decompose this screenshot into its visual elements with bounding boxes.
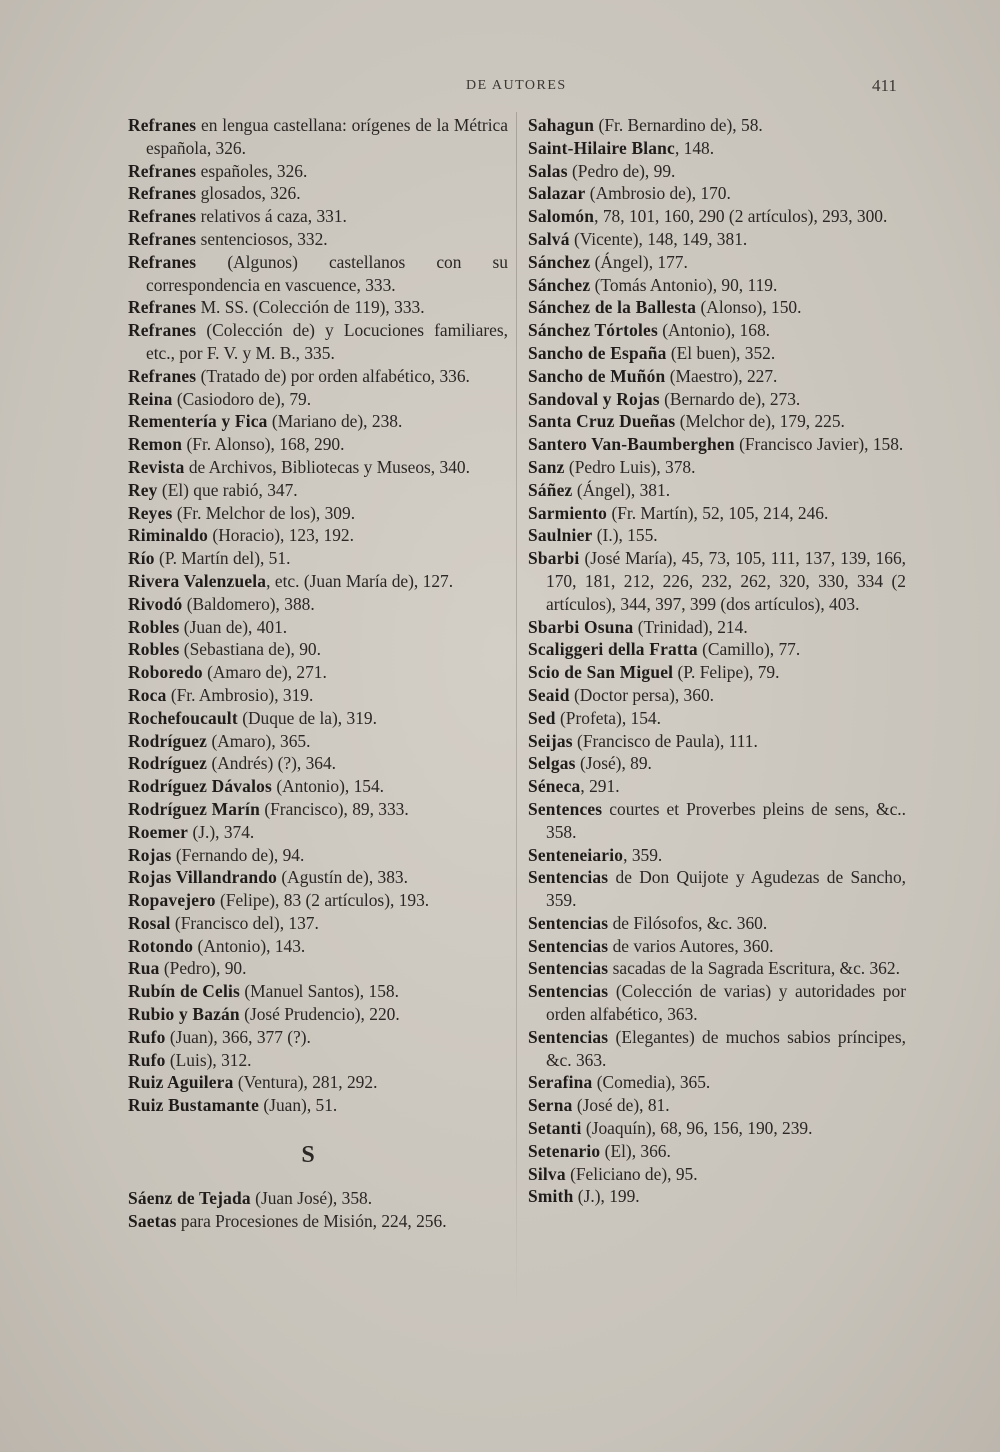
entry-text: españoles, 326. [196, 160, 308, 181]
entry-text: (Francisco del), 137. [170, 912, 319, 933]
entry-text: (J.), 199. [573, 1186, 640, 1207]
entry-text: (José de), 81. [572, 1095, 670, 1116]
entry-heading: Refranes [128, 160, 197, 181]
entry-heading: Sahagun [528, 115, 595, 135]
entry-heading: Refranes [128, 251, 197, 272]
entry-text: sentenciosos, 332. [196, 228, 328, 249]
entry-heading: Sentencias [528, 867, 609, 888]
entry-heading: Sbarbi Osuna [528, 616, 634, 637]
index-entry [528, 707, 906, 730]
entry-heading: Sanz [528, 456, 565, 477]
index-entry [128, 570, 508, 593]
entry-text: (Francisco de Paula), 111. [572, 730, 758, 751]
index-entry [528, 1163, 906, 1186]
entry-text: (Juan), 366, 377 (?). [165, 1026, 311, 1047]
entry-heading: Ropavejero [128, 890, 216, 911]
index-entry [128, 319, 508, 365]
entry-text: (Fr. Ambrosio), 319. [166, 684, 314, 705]
index-entry [128, 707, 508, 730]
entry-text: (José), 89. [575, 753, 652, 774]
entry-heading: Remon [128, 434, 183, 455]
entry-text: (Feliciano de), 95. [565, 1163, 698, 1184]
entry-text: (Tomás Antonio), 90, 119. [590, 274, 778, 295]
entry-heading: Roca [128, 684, 167, 705]
entry-text: (Bernardo de), 273. [659, 388, 801, 409]
entry-heading: Ruiz Bustamante [128, 1095, 260, 1116]
entry-text: relativos á caza, 331. [196, 206, 347, 227]
entry-text: (Colección de) y Locuciones familiares, etc., por F. V. y M. B., 335. [146, 320, 508, 363]
entry-text: M. SS. (Colección de 119), 333. [196, 297, 425, 318]
index-entry [128, 114, 508, 160]
left-entries [128, 114, 508, 1117]
index-entry [128, 1026, 508, 1049]
index-entry [128, 547, 508, 570]
index-entry [128, 980, 508, 1003]
entry-text: (Maestro), 227. [665, 365, 778, 386]
entry-heading: Sentencias [528, 958, 609, 979]
index-entry [528, 1140, 906, 1163]
entry-text: (Algunos) castellanos con su correspondencia en vascuence, 333. [146, 251, 508, 295]
index-entry [528, 547, 906, 615]
entry-text: (J.), 374. [188, 821, 255, 842]
entry-heading: Sancho de Muñón [528, 365, 666, 386]
index-entry [128, 957, 508, 980]
entry-text: en lengua castellana: orígenes de la Métrica española, 326. [146, 115, 508, 158]
index-entry [528, 502, 906, 525]
entry-heading: Sed [528, 707, 556, 728]
entry-text: (Mariano de), 238. [267, 411, 403, 432]
index-entry [528, 866, 906, 912]
index-entry [128, 296, 508, 319]
entry-text: (José Prudencio), 220. [239, 1004, 400, 1025]
entry-text: , etc. (Juan María de), 127. [266, 570, 454, 591]
entry-heading: Rementería y Fica [128, 411, 268, 432]
section-letter: S [301, 1142, 315, 1169]
entry-heading: Refranes [128, 320, 197, 341]
index-entry [528, 957, 906, 980]
entry-text: (Camillo), 77. [697, 639, 801, 660]
entry-heading: Rey [128, 479, 158, 500]
index-entry [128, 205, 508, 228]
index-entry [128, 433, 508, 456]
entry-heading: Refranes [128, 365, 197, 386]
right-entries [528, 114, 906, 1208]
entry-text: (Antonio), 143. [193, 935, 306, 956]
entry-heading: Reina [128, 388, 173, 409]
entry-text: (Manuel Santos), 158. [240, 981, 399, 1002]
entry-heading: Saint-Hilaire Blanc [528, 137, 675, 158]
index-entry [528, 844, 906, 867]
entry-heading: Santero Van-Baumberghen [528, 434, 735, 455]
entry-text: (Colección de varias) y autoridades por orden alfabético, 363. [546, 981, 906, 1025]
entry-heading: Roboredo [128, 662, 203, 683]
entry-text: (El buen), 352. [666, 342, 776, 363]
entry-heading: Rodríguez [128, 730, 208, 751]
entry-heading: Refranes [128, 228, 197, 249]
entry-text: , 148. [674, 137, 715, 158]
index-entry [528, 274, 906, 297]
index-entry [528, 365, 906, 388]
entry-heading: Salvá [528, 228, 570, 249]
index-entry [528, 661, 906, 684]
entry-heading: Sarmiento [528, 502, 608, 523]
index-entry [128, 684, 508, 707]
index-entry [528, 1117, 906, 1140]
index-entry [528, 114, 906, 137]
right-column [528, 114, 906, 1208]
index-entry [128, 251, 508, 297]
index-entry [128, 866, 508, 889]
index-entry [128, 661, 508, 684]
entry-heading: Sánchez [528, 251, 591, 272]
entry-heading: Setanti [528, 1118, 582, 1139]
index-entry [128, 889, 508, 912]
index-entry [128, 410, 508, 433]
entry-heading: Silva [528, 1163, 566, 1184]
entry-heading: Sentencias [528, 1026, 609, 1047]
index-entry [128, 1187, 508, 1210]
entry-heading: Rochefoucault [128, 707, 238, 728]
entry-heading: Rodríguez Marín [128, 798, 260, 819]
entry-heading: Riminaldo [128, 525, 209, 546]
entry-text: (Francisco Javier), 158. [734, 434, 904, 455]
entry-text: , 78, 101, 160, 290 (2 artículos), 293, 300. [594, 206, 888, 227]
entry-text: (Joaquín), 68, 96, 156, 190, 239. [581, 1118, 813, 1139]
entry-text: de Archivos, Bibliotecas y Museos, 340. [184, 456, 470, 477]
entry-heading: Serafina [528, 1072, 593, 1093]
entry-text: (Fr. Alonso), 168, 290. [182, 434, 345, 455]
entry-heading: Ruiz Aguilera [128, 1072, 234, 1093]
entry-heading: Sentencias [528, 935, 609, 956]
index-entry [128, 730, 508, 753]
page-number: 411 [872, 76, 897, 95]
index-entry [128, 638, 508, 661]
left-column [128, 114, 508, 1233]
entry-text: (I.), 155. [592, 525, 658, 546]
entry-text: (Ambrosio de), 170. [585, 183, 731, 204]
entry-heading: Refranes [128, 206, 197, 227]
index-entry [528, 775, 906, 798]
entry-heading: Revista [128, 456, 185, 477]
index-entry [528, 1094, 906, 1117]
entry-text: (Melchor de), 179, 225. [675, 411, 845, 432]
entry-heading: Sentencias [528, 981, 609, 1002]
entry-text: (Amaro), 365. [207, 730, 311, 751]
index-entry [128, 821, 508, 844]
entry-text: (Horacio), 123, 192. [208, 525, 354, 546]
entry-heading: Saulnier [528, 525, 593, 546]
column-divider [516, 112, 517, 1312]
left-entries-after [128, 1187, 508, 1233]
entry-text: , 359. [623, 844, 663, 865]
entry-text: sacadas de la Sagrada Escritura, &c. 362. [608, 958, 900, 979]
entry-heading: Rojas [128, 844, 172, 865]
entry-text: (Antonio), 168. [657, 320, 770, 341]
index-entry [528, 798, 906, 844]
index-entry [128, 182, 508, 205]
entry-heading: Seaid [528, 684, 570, 705]
index-entry [128, 388, 508, 411]
entry-text: , 291. [580, 776, 620, 797]
entry-text: (Juan), 51. [259, 1095, 338, 1116]
entry-text: (Baldomero), 388. [182, 593, 315, 614]
entry-heading: Rojas Villandrando [128, 867, 278, 888]
entry-heading: Rivera Valenzuela [128, 570, 267, 591]
index-entry [128, 456, 508, 479]
running-head: DE AUTORES [466, 78, 567, 93]
entry-text: (Elegantes) de muchos sabios príncipes, &c. 363. [546, 1026, 906, 1070]
index-entry [128, 1210, 508, 1233]
index-entry [128, 160, 508, 183]
entry-text: de varios Autores, 360. [608, 935, 774, 956]
entry-text: (Fr. Martín), 52, 105, 214, 246. [607, 502, 829, 523]
index-entry [528, 1185, 906, 1208]
index-entry [528, 160, 906, 183]
entry-text: (Fr. Melchor de los), 309. [172, 502, 356, 523]
index-entry [528, 205, 906, 228]
entry-text: (Amaro de), 271. [202, 662, 327, 683]
index-entry [528, 616, 906, 639]
entry-heading: Sentencias [528, 912, 609, 933]
index-entry [528, 730, 906, 753]
index-entry [128, 1071, 508, 1094]
index-entry [528, 752, 906, 775]
index-entry [128, 752, 508, 775]
entry-text: (Antonio), 154. [271, 776, 385, 797]
entry-heading: Sáñez [528, 479, 573, 500]
index-entry [528, 912, 906, 935]
entry-text: (Luis), 312. [165, 1049, 252, 1070]
index-entry [528, 228, 906, 251]
index-entry [128, 935, 508, 958]
index-entry [128, 1003, 508, 1026]
entry-heading: Sánchez Tórtoles [528, 320, 658, 341]
entry-heading: Scio de San Miguel [528, 662, 674, 683]
index-entry [528, 684, 906, 707]
entry-text: (Pedro), 90. [159, 958, 247, 979]
entry-text: (Felipe), 83 (2 artículos), 193. [215, 890, 430, 911]
entry-heading: Rufo [128, 1026, 166, 1047]
entry-text: (Agustín de), 383. [277, 867, 408, 888]
entry-heading: Rotondo [128, 935, 194, 956]
entry-text: (José María), 45, 73, 105, 111, 137, 139, 166, 170, 181, 212, 226, 232, 262, 320, 330, 334 (2 artículos), 344, 397, 399 (dos artículos), 403. [546, 548, 906, 614]
entry-heading: Robles [128, 616, 180, 637]
entry-heading: Rodríguez [128, 753, 208, 774]
entry-text: (El) que rabió, 347. [157, 479, 298, 500]
index-entry [528, 251, 906, 274]
index-entry [528, 137, 906, 160]
index-entry [128, 479, 508, 502]
entry-text: (Duque de la), 319. [237, 707, 377, 728]
entry-heading: Serna [528, 1095, 573, 1116]
index-entry [528, 433, 906, 456]
entry-heading: Robles [128, 639, 180, 660]
entry-text: para Procesiones de Misión, 224, 256. [176, 1210, 447, 1231]
entry-heading: Scaliggeri della Fratta [528, 639, 698, 660]
entry-text: (Juan de), 401. [179, 616, 288, 637]
entry-heading: Salomón [528, 206, 595, 227]
index-entry [528, 456, 906, 479]
index-entry [528, 980, 906, 1026]
index-entry [528, 479, 906, 502]
index-entry [528, 638, 906, 661]
entry-text: (Ángel), 381. [572, 479, 671, 500]
entry-heading: Sbarbi [528, 548, 580, 569]
entry-text: (Pedro Luis), 378. [564, 456, 696, 477]
entry-text: (Tratado de) por orden alfabético, 336. [196, 365, 470, 386]
entry-text: (Ángel), 177. [590, 251, 688, 272]
index-entry [128, 365, 508, 388]
index-entry [528, 182, 906, 205]
entry-text: glosados, 326. [196, 183, 301, 204]
entry-heading: Reyes [128, 502, 173, 523]
entry-heading: Senteneiario [528, 844, 624, 865]
entry-heading: Setenario [528, 1140, 601, 1161]
entry-heading: Sánchez [528, 274, 591, 295]
entry-heading: Selgas [528, 753, 576, 774]
entry-text: (Comedia), 365. [592, 1072, 711, 1093]
entry-text: (Juan José), 358. [250, 1188, 373, 1209]
entry-text: de Don Quijote y Agudezas de Sancho, 359. [546, 867, 906, 911]
entry-text: courtes et Proverbes pleins de sens, &c.. 358. [546, 798, 906, 842]
index-entry [128, 524, 508, 547]
entry-heading: Sánchez de la Ballesta [528, 297, 697, 318]
entry-text: (Fr. Bernardino de), 58. [594, 115, 763, 135]
entry-heading: Smith [528, 1186, 574, 1207]
entry-heading: Rodríguez Dávalos [128, 776, 272, 797]
entry-heading: Sáenz de Tejada [128, 1188, 251, 1209]
index-entry [528, 388, 906, 411]
entry-text: (Andrés) (?), 364. [207, 753, 337, 774]
entry-text: (Casiodoro de), 79. [172, 388, 312, 409]
entry-text: (Vicente), 148, 149, 381. [569, 228, 748, 249]
index-entry [528, 935, 906, 958]
index-entry [128, 1094, 508, 1117]
index-entry [528, 1071, 906, 1094]
entry-text: (Sebastiana de), 90. [179, 639, 321, 660]
index-entry [528, 524, 906, 547]
entry-heading: Seijas [528, 730, 573, 751]
index-entry [128, 593, 508, 616]
entry-text: (Alonso), 150. [696, 297, 802, 318]
entry-text: (Francisco), 89, 333. [259, 798, 409, 819]
index-entry [128, 798, 508, 821]
index-entry [528, 296, 906, 319]
entry-heading: Rosal [128, 912, 171, 933]
entry-heading: Saetas [128, 1210, 177, 1231]
index-entry [128, 844, 508, 867]
entry-text: (Profeta), 154. [555, 707, 661, 728]
entry-heading: Refranes [128, 115, 197, 135]
index-entry [528, 410, 906, 433]
entry-text: (Ventura), 281, 292. [233, 1072, 378, 1093]
entry-heading: Refranes [128, 183, 197, 204]
entry-text: (Fernando de), 94. [171, 844, 305, 865]
index-entry [128, 228, 508, 251]
index-entry [128, 616, 508, 639]
index-entry [128, 912, 508, 935]
entry-heading: Sandoval y Rojas [528, 388, 660, 409]
index-entry [128, 775, 508, 798]
index-entry [528, 319, 906, 342]
entry-heading: Salas [528, 160, 568, 181]
entry-text: (Doctor persa), 360. [569, 684, 714, 705]
index-entry [128, 1049, 508, 1072]
entry-heading: Rivodó [128, 593, 183, 614]
entry-heading: Refranes [128, 297, 197, 318]
entry-text: (P. Martín del), 51. [154, 548, 291, 569]
entry-heading: Roemer [128, 821, 189, 842]
index-entry [528, 342, 906, 365]
index-entry [528, 1026, 906, 1072]
entry-text: de Filósofos, &c. 360. [608, 912, 768, 933]
entry-heading: Salazar [528, 183, 586, 204]
entry-text: (El), 366. [600, 1140, 671, 1161]
entry-text: (Trinidad), 214. [633, 616, 748, 637]
entry-heading: Sentences [528, 798, 603, 819]
entry-heading: Río [128, 548, 155, 569]
entry-heading: Rubio y Bazán [128, 1004, 240, 1025]
entry-heading: Séneca [528, 776, 581, 797]
entry-heading: Rubín de Celis [128, 981, 241, 1002]
entry-heading: Rufo [128, 1049, 166, 1070]
entry-heading: Sancho de España [528, 342, 667, 363]
index-entry [128, 502, 508, 525]
entry-heading: Santa Cruz Dueñas [528, 411, 676, 432]
entry-text: (P. Felipe), 79. [673, 662, 780, 683]
entry-text: (Pedro de), 99. [567, 160, 676, 181]
entry-heading: Rua [128, 958, 160, 979]
